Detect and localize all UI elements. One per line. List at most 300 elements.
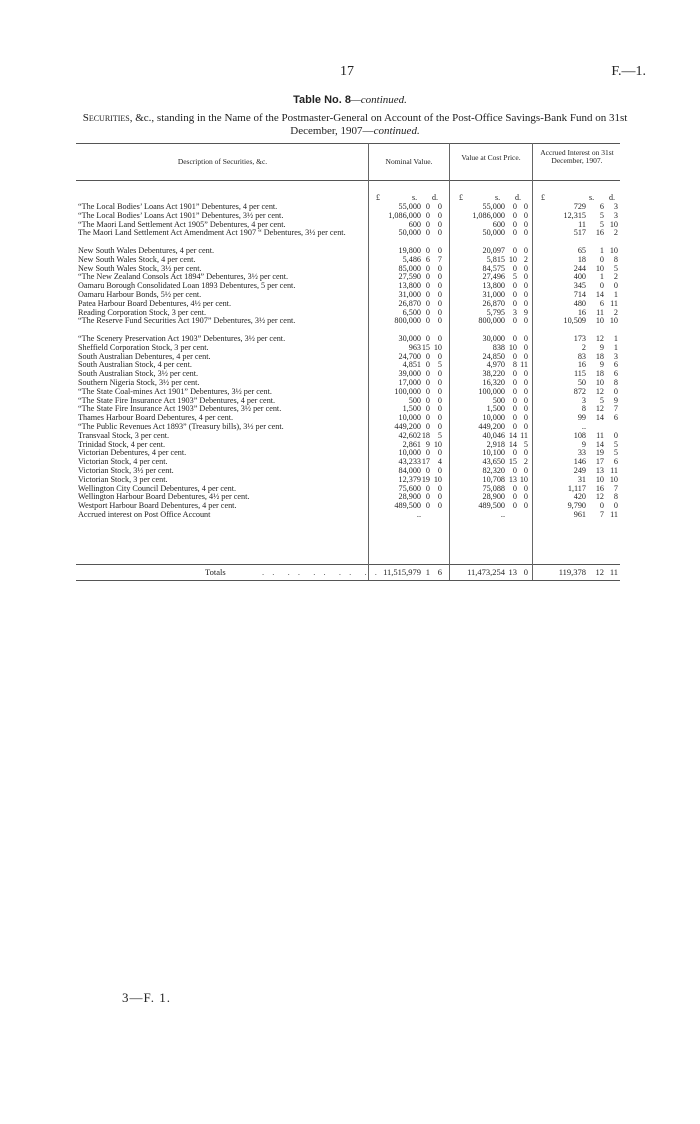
security-description: “The Reserve Fund Securities Act 1907” Debentures, 3½ per cent.: [78, 317, 296, 326]
interest-pence: 5: [613, 439, 618, 449]
table-row: [76, 379, 620, 388]
cost-pounds: 38,220: [482, 369, 505, 379]
nominal-shillings: 0: [425, 263, 430, 273]
cost-shillings: 0: [512, 386, 517, 396]
nominal-pounds: 5,486: [402, 254, 421, 264]
nominal-pence: 0: [437, 316, 442, 326]
nominal-pounds: 85,000: [398, 263, 421, 273]
security-description: South Australian Debentures, 4 per cent.: [78, 352, 211, 361]
nominal-pounds: 4,851: [402, 360, 421, 370]
cost-shillings: 13: [508, 474, 517, 484]
nominal-pounds: 1,500: [402, 404, 421, 414]
nominal-shillings: 0: [425, 245, 430, 255]
cost-pence: 0: [523, 351, 528, 361]
cost-shillings: 0: [512, 483, 517, 493]
interest-pence: 0: [613, 430, 618, 440]
nominal-pounds: 43,233: [398, 457, 421, 467]
nominal-pounds: 100,000: [394, 386, 421, 396]
totals-interest-pounds: 119,378: [558, 567, 586, 577]
cost-pounds: 838: [492, 342, 505, 352]
nominal-shillings: 0: [425, 351, 430, 361]
cost-pence: 0: [523, 342, 528, 352]
cost-pounds: 16,320: [482, 377, 505, 387]
table-row: [76, 397, 620, 406]
nominal-pounds: 55,000: [398, 202, 421, 211]
cost-pence: 0: [523, 202, 528, 211]
security-description: Victorian Debentures, 4 per cent.: [78, 449, 187, 458]
cost-pounds: 24,850: [482, 351, 505, 361]
securities-table-body: [76, 203, 620, 520]
interest-pence: 10: [609, 474, 618, 484]
cost-shillings: 15: [508, 457, 517, 467]
nominal-shillings: 0: [425, 219, 430, 229]
cost-shillings: 0: [512, 219, 517, 229]
nominal-pounds: 12,379: [398, 474, 421, 484]
nominal-pence: 0: [437, 492, 442, 502]
interest-pounds: 9,790: [567, 501, 586, 511]
nominal-shillings: 0: [425, 465, 430, 475]
nominal-pounds: 2,861: [402, 439, 421, 449]
security-description: “The Scenery Preservation Act 1903” Debentures, 3½ per cent.: [78, 334, 286, 343]
cost-pounds: 26,870: [482, 298, 505, 308]
interest-shillings: 6: [599, 298, 604, 308]
cost-shillings: 0: [512, 289, 517, 299]
cost-shillings: 0: [512, 333, 517, 343]
cost-pence: 11: [520, 360, 528, 370]
table-row: [76, 335, 620, 344]
interest-pence: 2: [613, 272, 618, 282]
interest-shillings: 5: [599, 219, 604, 229]
cost-pounds: 82,320: [482, 465, 505, 475]
nominal-pence: 7: [437, 254, 442, 264]
interest-shillings: 0: [599, 254, 604, 264]
cost-pounds: 13,800: [482, 281, 505, 291]
nominal-pounds: 28,900: [398, 492, 421, 502]
table-row: [76, 317, 620, 335]
nominal-pence: 0: [437, 202, 442, 211]
cost-pence: 0: [523, 289, 528, 299]
cost-pounds: 4,970: [486, 360, 505, 370]
table-caption: [80, 112, 630, 138]
security-description: Southern Nigeria Stock, 3½ per cent.: [78, 378, 200, 387]
cost-pence: 0: [523, 228, 528, 238]
nominal-shillings: 0: [425, 448, 430, 458]
nominal-pounds: 449,200: [394, 421, 421, 431]
nominal-pounds: 6,500: [402, 307, 421, 317]
interest-pounds: 33: [577, 448, 586, 458]
cost-pounds: 84,575: [482, 263, 505, 273]
cost-pounds: 75,088: [482, 483, 505, 493]
security-description: “The Maori Land Settlement Act 1905” Debentures, 4 per cent.: [78, 220, 286, 229]
cost-pence: 0: [523, 377, 528, 387]
interest-pounds: 8: [581, 404, 586, 414]
cost-shillings: 0: [512, 404, 517, 414]
nominal-pence: 0: [437, 333, 442, 343]
interest-pence: 8: [613, 377, 618, 387]
nominal-pence: 0: [437, 404, 442, 414]
cost-pence: 0: [523, 272, 528, 282]
cost-shillings: 0: [512, 369, 517, 379]
cost-pounds: 55,000: [482, 202, 505, 211]
cost-pence: 0: [523, 298, 528, 308]
nominal-shillings: 0: [425, 289, 430, 299]
interest-pence: 1: [613, 333, 618, 343]
interest-pence: 6: [613, 369, 618, 379]
nominal-pounds: 50,000: [398, 228, 421, 238]
interest-shillings: 12: [595, 386, 604, 396]
nominal-pounds: 1,086,000: [388, 210, 421, 220]
table-row: [76, 476, 620, 485]
table-row: [76, 265, 620, 274]
nominal-pence: 0: [437, 413, 442, 423]
nominal-pence: 10: [433, 342, 442, 352]
cost-pence: 2: [523, 457, 528, 467]
security-description: New South Wales Stock, 4 per cent.: [78, 255, 196, 264]
cost-pounds: 489,500: [478, 501, 505, 511]
nominal-pounds: 26,870: [398, 298, 421, 308]
cost-shillings: 0: [512, 245, 517, 255]
nominal-shillings: 0: [425, 369, 430, 379]
cost-pence: 0: [523, 448, 528, 458]
nominal-pence: 0: [437, 272, 442, 282]
cost-shillings: 14: [508, 439, 517, 449]
interest-pounds: 961: [573, 509, 586, 519]
interest-shillings: 10: [595, 263, 604, 273]
nominal-shillings: 0: [425, 360, 430, 370]
cost-shillings: 0: [512, 281, 517, 291]
interest-shillings: 14: [595, 413, 604, 423]
table-row: [76, 485, 620, 494]
nominal-shillings: 0: [425, 307, 430, 317]
interest-shillings: 1: [599, 272, 604, 282]
interest-shillings: 10: [595, 316, 604, 326]
nominal-pounds: 17,000: [398, 377, 421, 387]
nominal-shillings: 0: [425, 501, 430, 511]
nominal-pounds: 500: [408, 395, 421, 405]
table-row: [76, 256, 620, 265]
interest-pounds: 65: [577, 245, 586, 255]
interest-pence: 6: [613, 360, 618, 370]
cost-pence: 0: [523, 501, 528, 511]
cost-shillings: 5: [512, 272, 517, 282]
table-row: [76, 273, 620, 282]
interest-shillings: 11: [596, 307, 604, 317]
interest-pence: 3: [613, 202, 618, 211]
nominal-shillings: 0: [425, 210, 430, 220]
cost-pence: 0: [523, 395, 528, 405]
table-row: [76, 423, 620, 432]
interest-pounds: 1,117: [567, 483, 586, 493]
interest-pounds: 18: [577, 254, 586, 264]
interest-pounds: 244: [573, 263, 586, 273]
security-description: Patea Harbour Board Debentures, 4½ per cent.: [78, 299, 232, 308]
nominal-shillings: 0: [425, 316, 430, 326]
security-description: “The State Fire Insurance Act 1903” Debentures, 3½ per cent.: [78, 405, 282, 414]
interest-shillings: 14: [595, 289, 604, 299]
security-description: South Australian Stock, 3½ per cent.: [78, 370, 199, 379]
cost-pounds: 27,496: [482, 272, 505, 282]
nominal-shillings: 0: [425, 298, 430, 308]
table-row: [76, 502, 620, 511]
cost-pence: 0: [523, 413, 528, 423]
caption-text: &c., standing in the Name of the Postmaster-General on Account of the Post-Office Savings-Bank Fund on 31st December, 1907—: [135, 112, 628, 137]
table-top-rule: [76, 143, 620, 144]
cost-shillings: 0: [512, 395, 517, 405]
totals-interest-shillings: 12: [595, 567, 604, 577]
interest-pounds: 146: [573, 457, 586, 467]
table-row: [76, 449, 620, 458]
nominal-pence: 0: [437, 386, 442, 396]
cost-pence: 0: [523, 386, 528, 396]
cost-shillings: 0: [512, 421, 517, 431]
interest-pounds: 99: [577, 413, 586, 423]
interest-pounds: 173: [573, 333, 586, 343]
interest-shillings: 1: [599, 245, 604, 255]
interest-shillings: 0: [599, 281, 604, 291]
nominal-shillings: 0: [425, 404, 430, 414]
nominal-pounds: ..: [416, 509, 421, 519]
interest-shillings: 11: [596, 430, 604, 440]
cost-pence: 0: [523, 369, 528, 379]
nominal-pounds: 27,590: [398, 272, 421, 282]
cost-pounds: 20,097: [482, 245, 505, 255]
interest-pence: 10: [609, 316, 618, 326]
nominal-pence: 0: [437, 351, 442, 361]
security-description: “The Public Revenues Act 1893” (Treasury bills), 3½ per cent.: [78, 422, 284, 431]
interest-pence: 5: [613, 263, 618, 273]
nominal-pence: 0: [437, 448, 442, 458]
security-description: Trinidad Stock, 4 per cent.: [78, 440, 166, 449]
nominal-shillings: 0: [425, 377, 430, 387]
cost-pence: 0: [523, 210, 528, 220]
unit-shilling: s.: [589, 193, 595, 202]
cost-pounds: 5,815: [486, 254, 505, 264]
interest-pence: 2: [613, 307, 618, 317]
cost-pence: 0: [523, 421, 528, 431]
interest-pence: 10: [609, 219, 618, 229]
interest-shillings: 5: [599, 395, 604, 405]
nominal-pence: 0: [437, 377, 442, 387]
interest-shillings: 12: [595, 333, 604, 343]
nominal-shillings: 17: [421, 457, 430, 467]
interest-pence: 1: [613, 342, 618, 352]
security-description: “The State Coal-mines Act 1901” Debentures, 3½ per cent.: [78, 387, 272, 396]
table-row: [76, 414, 620, 423]
table-row: [76, 282, 620, 291]
header-cost-value: Value at Cost Price.: [461, 153, 521, 162]
interest-pence: 1: [613, 289, 618, 299]
interest-pence: 6: [613, 413, 618, 423]
table-row: [76, 291, 620, 300]
interest-pounds: 345: [573, 281, 586, 291]
nominal-shillings: 0: [425, 386, 430, 396]
interest-pounds: 10,509: [563, 316, 586, 326]
security-description: Victorian Stock, 3½ per cent.: [78, 466, 174, 475]
table-row: [76, 353, 620, 362]
table-row: [76, 344, 620, 353]
nominal-pence: 0: [437, 501, 442, 511]
table-row: [76, 309, 620, 318]
nominal-pence: 5: [437, 360, 442, 370]
totals-row: [76, 567, 620, 579]
nominal-pounds: 24,700: [398, 351, 421, 361]
cost-shillings: 0: [512, 501, 517, 511]
nominal-pounds: 800,000: [394, 316, 421, 326]
table-row: [76, 221, 620, 230]
unit-pound: £: [541, 193, 545, 202]
interest-pence: 7: [613, 483, 618, 493]
header-nominal-value: Nominal Value.: [385, 157, 433, 166]
cost-shillings: 3: [512, 307, 517, 317]
nominal-pence: 0: [437, 369, 442, 379]
nominal-pounds: 31,000: [398, 289, 421, 299]
nominal-pence: 5: [437, 430, 442, 440]
cost-pounds: 50,000: [482, 228, 505, 238]
interest-shillings: 10: [595, 377, 604, 387]
table-row: [76, 467, 620, 476]
table-row: [76, 203, 620, 212]
cost-pounds: 28,900: [482, 492, 505, 502]
totals-cost-pence: 0: [523, 567, 528, 577]
nominal-shillings: 19: [421, 474, 430, 484]
security-description: Victorian Stock, 3 per cent.: [78, 475, 168, 484]
cost-pence: 11: [520, 430, 528, 440]
interest-pence: 3: [613, 210, 618, 220]
interest-shillings: 18: [595, 351, 604, 361]
interest-pence: 6: [613, 457, 618, 467]
interest-shillings: 19: [595, 448, 604, 458]
nominal-shillings: 0: [425, 333, 430, 343]
table-row: [76, 247, 620, 256]
nominal-pence: 0: [437, 298, 442, 308]
cost-shillings: 10: [508, 342, 517, 352]
cost-pounds: 30,000: [482, 333, 505, 343]
nominal-pounds: 10,000: [398, 413, 421, 423]
totals-nominal-pounds: 11,515,979: [383, 567, 421, 577]
nominal-shillings: 0: [425, 272, 430, 282]
nominal-pence: 0: [437, 210, 442, 220]
cost-pence: 0: [523, 465, 528, 475]
nominal-pence: 0: [437, 263, 442, 273]
cost-shillings: 0: [512, 465, 517, 475]
table-row: [76, 300, 620, 309]
nominal-pence: 0: [437, 483, 442, 493]
totals-cost-shillings: 13: [508, 567, 517, 577]
interest-shillings: 13: [595, 465, 604, 475]
caption-lead: Securities,: [82, 112, 133, 124]
nominal-shillings: 0: [425, 228, 430, 238]
nominal-pence: 0: [437, 289, 442, 299]
cost-pence: 0: [523, 492, 528, 502]
page-footer-signature: 3—F. 1.: [122, 990, 171, 1005]
interest-pence: 3: [613, 351, 618, 361]
table-row: [76, 212, 620, 221]
interest-pounds: ..: [581, 421, 586, 431]
cost-shillings: 8: [512, 360, 517, 370]
cost-pounds: 40,046: [482, 430, 505, 440]
nominal-pounds: 963: [408, 342, 421, 352]
security-description: “The Local Bodies’ Loans Act 1901” Debentures, 3½ per cent.: [78, 211, 284, 220]
cost-pence: 0: [523, 333, 528, 343]
nominal-pence: 10: [433, 439, 442, 449]
interest-pence: 5: [613, 448, 618, 458]
interest-pounds: 249: [573, 465, 586, 475]
cost-pounds: 100,000: [478, 386, 505, 396]
cost-shillings: 0: [512, 228, 517, 238]
security-description: South Australian Stock, 4 per cent.: [78, 361, 192, 370]
nominal-pence: 10: [433, 474, 442, 484]
table-row: [76, 229, 620, 247]
interest-shillings: 18: [595, 369, 604, 379]
table-row: [76, 361, 620, 370]
security-description: Thames Harbour Board Debentures, 4 per cent.: [78, 414, 234, 423]
nominal-pence: 0: [437, 395, 442, 405]
interest-shillings: 6: [599, 202, 604, 211]
interest-pounds: 872: [573, 386, 586, 396]
interest-pence: 0: [613, 386, 618, 396]
nominal-shillings: 18: [421, 430, 430, 440]
interest-pounds: 3: [581, 395, 586, 405]
unit-shilling: s.: [495, 193, 501, 202]
cost-pence: 5: [523, 439, 528, 449]
interest-pounds: 400: [573, 272, 586, 282]
table-row: [76, 388, 620, 397]
nominal-shillings: 0: [425, 395, 430, 405]
interest-pence: 10: [609, 245, 618, 255]
interest-pounds: 11: [578, 219, 586, 229]
unit-pence: d.: [609, 193, 615, 202]
caption-continued: continued.: [373, 125, 420, 137]
cost-shillings: 0: [512, 210, 517, 220]
interest-pence: 8: [613, 254, 618, 264]
interest-pounds: 420: [573, 492, 586, 502]
cost-shillings: 0: [512, 351, 517, 361]
cost-pence: 0: [523, 263, 528, 273]
interest-shillings: 12: [595, 404, 604, 414]
cost-pence: 9: [523, 307, 528, 317]
cost-shillings: 0: [512, 492, 517, 502]
table-row: [76, 405, 620, 414]
cost-pounds: 31,000: [482, 289, 505, 299]
nominal-pounds: 19,800: [398, 245, 421, 255]
security-description: “The New Zealand Consols Act 1894” Debentures, 3½ per cent.: [78, 273, 289, 282]
cost-shillings: 0: [512, 377, 517, 387]
cost-pounds: 2,918: [486, 439, 505, 449]
nominal-shillings: 0: [425, 421, 430, 431]
nominal-pence: 0: [437, 307, 442, 317]
nominal-pence: 0: [437, 465, 442, 475]
interest-pence: 0: [613, 281, 618, 291]
interest-pounds: 83: [577, 351, 586, 361]
security-description: Oamaru Borough Consolidated Loan 1893 Debentures, 5 per cent.: [78, 282, 296, 291]
cost-shillings: 0: [512, 413, 517, 423]
nominal-shillings: 0: [425, 492, 430, 502]
nominal-shillings: 0: [425, 413, 430, 423]
table-title: [0, 94, 700, 106]
interest-pounds: 16: [577, 307, 586, 317]
interest-pounds: 50: [577, 377, 586, 387]
interest-shillings: 9: [599, 360, 604, 370]
interest-shillings: 10: [595, 474, 604, 484]
interest-shillings: 16: [595, 228, 604, 238]
leader-dots: . . . . . . . . . .: [262, 567, 380, 577]
security-description: “The State Fire Insurance Act 1903” Debentures, 4 per cent.: [78, 396, 276, 405]
interest-pounds: 2: [581, 342, 586, 352]
unit-pound: £: [459, 193, 463, 202]
security-description: New South Wales Debentures, 4 per cent.: [78, 246, 215, 255]
interest-shillings: 16: [595, 483, 604, 493]
document-reference: F.—1.: [611, 64, 646, 79]
